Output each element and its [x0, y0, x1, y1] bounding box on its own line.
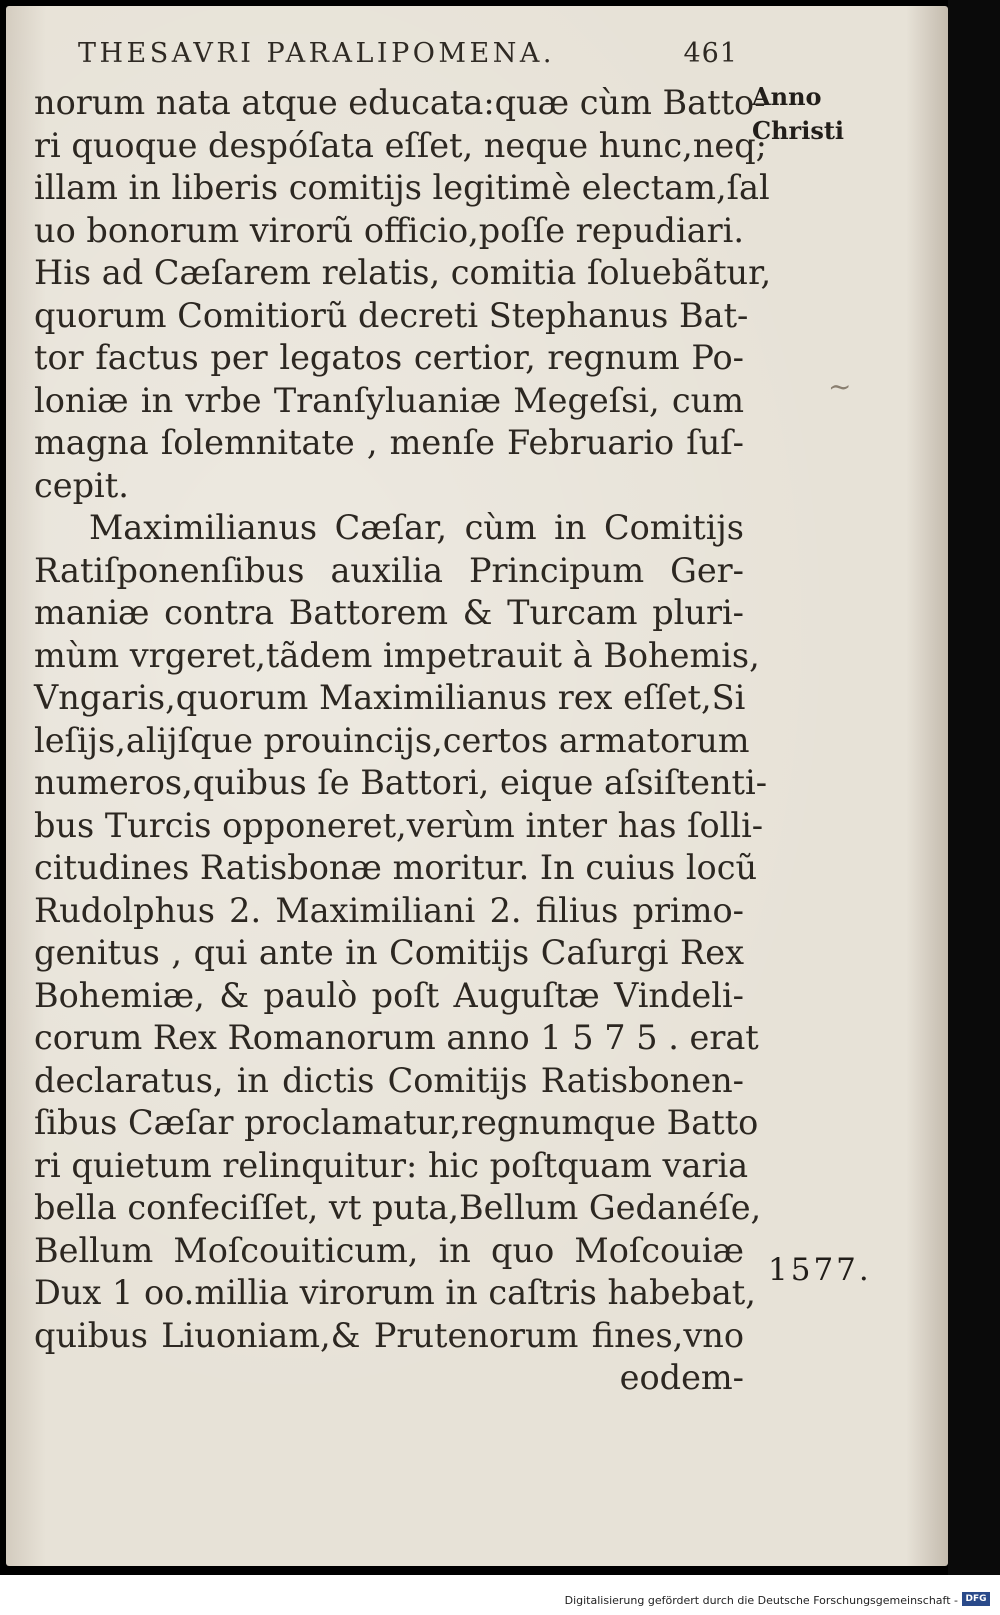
text-line: magna ſolemnitate , menſe Februario ſuſ-	[34, 423, 744, 462]
body-text	[34, 82, 772, 1400]
margin-note-anno-christi	[752, 80, 862, 148]
text-line: cepit.	[34, 465, 129, 505]
text-line: quorum Comitiorũ decreti Stephanus Bat-	[34, 295, 749, 335]
text-line: tor factus per legatos certior, regnum Po-	[34, 338, 744, 377]
text-line: mùm vrgeret,tãdem impetrauit à Bohemis,	[34, 635, 760, 675]
text-line: bella confeciſſet, vt puta,Bellum Gedanéſe,	[34, 1188, 762, 1227]
text-line: leſijs,alijſque prouincijs,certos armatorum	[34, 720, 750, 760]
text-line: Rudolphus 2. Maximiliani 2. filius primo-	[34, 890, 744, 930]
text-line: Vngaris,quorum Maximilianus rex eſſet,Si	[34, 678, 746, 717]
text-line: loniæ in vrbe Tranſyluaniæ Megeſsi, cum	[34, 380, 744, 420]
margin-year: 1577.	[768, 1252, 872, 1288]
digitization-credit: Digitalisierung gefördert durch die Deutsche Forschungsgemeinschaft -	[564, 1594, 958, 1607]
text-line: illam in liberis comitijs legitimè electam,ſal	[34, 168, 770, 207]
scan-background-right	[948, 0, 1000, 1575]
text-line: maniæ contra Battorem & Turcam pluri-	[34, 593, 744, 632]
catchword: eodem-	[619, 1358, 744, 1397]
text-line: bus Turcis opponeret,verùm inter has ſolli-	[34, 805, 764, 845]
running-header	[78, 38, 738, 78]
text-line: genitus , qui ante in Comitijs Caſurgi Rex	[34, 933, 744, 972]
margin-note-line: Christi	[752, 116, 845, 145]
text-line: quibus Liuoniam,& Prutenorum fines,vno	[34, 1315, 744, 1355]
text-line: ri quoque despóſata eſſet, neque hunc,neq;	[34, 125, 767, 165]
text-line: ſibus Cæſar proclamatur,regnumque Batto	[34, 1103, 759, 1142]
margin-note-line: Anno	[752, 82, 822, 111]
text-line: Bellum Moſcouiticum, in quo Moſcouiæ	[34, 1230, 744, 1270]
text-line: corum Rex Romanorum anno 1 5 7 5 . erat	[34, 1018, 759, 1057]
text-line: ri quietum relinquitur: hic poſtquam varia	[34, 1145, 749, 1185]
text-line: citudines Ratisbonæ moritur. In cuius locũ	[34, 848, 758, 887]
text-line: uo bonorum virorũ officio,poſſe repudiari.	[34, 210, 745, 250]
text-line: His ad Cæſarem relatis, comitia ſoluebãtur,	[34, 253, 772, 292]
text-line: Maximilianus Cæſar, cùm in Comitijs	[89, 508, 744, 547]
text-line: declaratus, in dictis Comitijs Ratisbonen-	[34, 1060, 744, 1100]
ink-speck: ~	[828, 370, 852, 403]
text-line: norum nata atque educata:quæ cùm Batto-	[34, 83, 766, 122]
text-line: Dux 1 oo.millia virorum in caſtris habebat,	[34, 1273, 756, 1312]
dfg-logo: DFG	[962, 1592, 990, 1606]
text-line: numeros,quibus ſe Battori, eique aſsiſtenti-	[34, 763, 768, 802]
text-line: Ratiſponenſibus auxilia Principum Ger-	[34, 550, 744, 590]
text-line: Bohemiæ, & paulò poſt Auguſtæ Vindeli-	[34, 975, 744, 1015]
page-number: 461	[683, 38, 738, 69]
running-title: THESAVRI PARALIPOMENA.	[78, 38, 555, 69]
